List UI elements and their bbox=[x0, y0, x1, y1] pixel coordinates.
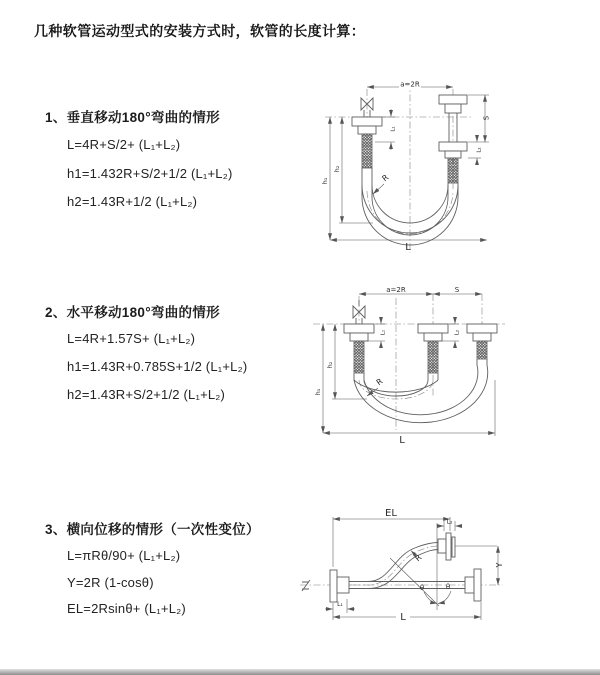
section-1-heading: 1、垂直移动180°弯曲的情形 bbox=[45, 110, 220, 125]
section-2-heading: 2、水平移动180°弯曲的情形 bbox=[45, 305, 220, 320]
label-theta-2: θ bbox=[445, 583, 451, 591]
hose-assembly bbox=[302, 533, 481, 602]
hose-assembly bbox=[352, 95, 467, 245]
section-1-formula-l: L=4R+S/2+ (L₁+L₂) bbox=[67, 137, 181, 152]
label-length-l: L bbox=[400, 612, 406, 623]
label-span-a2r: a=2R bbox=[400, 80, 420, 89]
diagram-vertical-bend bbox=[315, 73, 590, 258]
flange-left bbox=[352, 117, 382, 126]
page-title: 几种软管运动型式的安装方式时，软管的长度计算： bbox=[34, 23, 366, 39]
label-h2: h₂ bbox=[326, 361, 334, 369]
section-3-heading: 3、横向位移的情形（一次性变位） bbox=[45, 522, 260, 537]
label-h2: h₂ bbox=[333, 165, 341, 173]
flange-right bbox=[467, 324, 497, 333]
label-theta-1: θ bbox=[419, 584, 425, 592]
label-h1: h₁ bbox=[314, 388, 322, 396]
label-radius-r: R bbox=[413, 552, 424, 564]
diagram-horizontal-bend bbox=[305, 280, 595, 455]
label-length-l: L bbox=[405, 242, 411, 253]
section-3-formula-el: EL=2Rsinθ+ (L₁+L₂) bbox=[67, 601, 186, 616]
label-stroke-s: S bbox=[454, 285, 460, 294]
scan-page-edge bbox=[0, 669, 600, 675]
diagram3-labels bbox=[337, 508, 504, 623]
flange-raised bbox=[446, 533, 451, 560]
label-length-l: L bbox=[399, 435, 405, 446]
section-1-formula-h2: h2=1.43R+1/2 (L₁+L₂) bbox=[67, 194, 198, 209]
flange-middle bbox=[418, 324, 448, 333]
section-3-formula-y: Y=2R (1-cosθ) bbox=[67, 575, 154, 590]
diagram2-labels bbox=[314, 286, 461, 446]
label-stroke-s: S bbox=[482, 115, 491, 121]
label-h1: h₁ bbox=[321, 177, 329, 185]
dimension-lines bbox=[325, 517, 498, 620]
label-l2: L₂ bbox=[476, 147, 483, 153]
label-l2: L₂ bbox=[446, 518, 453, 526]
label-radius-r: R bbox=[374, 376, 385, 388]
label-l1: L₁ bbox=[337, 601, 343, 608]
section-3-formula-l: L=πRθ/90+ (L₁+L₂) bbox=[67, 548, 181, 563]
hose-assembly bbox=[344, 300, 497, 423]
hose-displaced-wall-bottom bbox=[349, 550, 438, 589]
label-span-a2r: a=2R bbox=[386, 285, 406, 294]
dimension-lines bbox=[323, 294, 495, 436]
section-1-formula-h1: h1=1.432R+S/2+1/2 (L₁+L₂) bbox=[67, 166, 233, 181]
dimension-lines bbox=[330, 87, 489, 240]
diagram1-labels bbox=[321, 81, 491, 254]
pipe-break-icon bbox=[302, 580, 310, 591]
diagram-lateral-displacement bbox=[298, 503, 508, 643]
flange-left bbox=[344, 324, 374, 333]
centerlines bbox=[313, 294, 505, 430]
label-y: Y bbox=[495, 562, 504, 568]
label-el: EL bbox=[385, 508, 397, 519]
label-l1: L₁ bbox=[380, 329, 387, 336]
label-radius-r: R bbox=[380, 172, 391, 184]
label-l1: L₁ bbox=[390, 126, 397, 132]
flange-right-upper bbox=[439, 95, 467, 104]
section-2-formula-h1: h1=1.43R+0.785S+1/2 (L₁+L₂) bbox=[67, 359, 248, 374]
flange-right bbox=[474, 569, 481, 601]
section-2-formula-l: L=4R+1.57S+ (L₁+L₂) bbox=[67, 331, 196, 346]
flange-left bbox=[330, 570, 337, 602]
label-l2: L₂ bbox=[454, 329, 461, 336]
braid-left bbox=[354, 341, 364, 373]
flange-right-lower bbox=[439, 142, 467, 151]
section-2-formula-h2: h2=1.43R+S/2+1/2 (L₁+L₂) bbox=[67, 387, 226, 402]
